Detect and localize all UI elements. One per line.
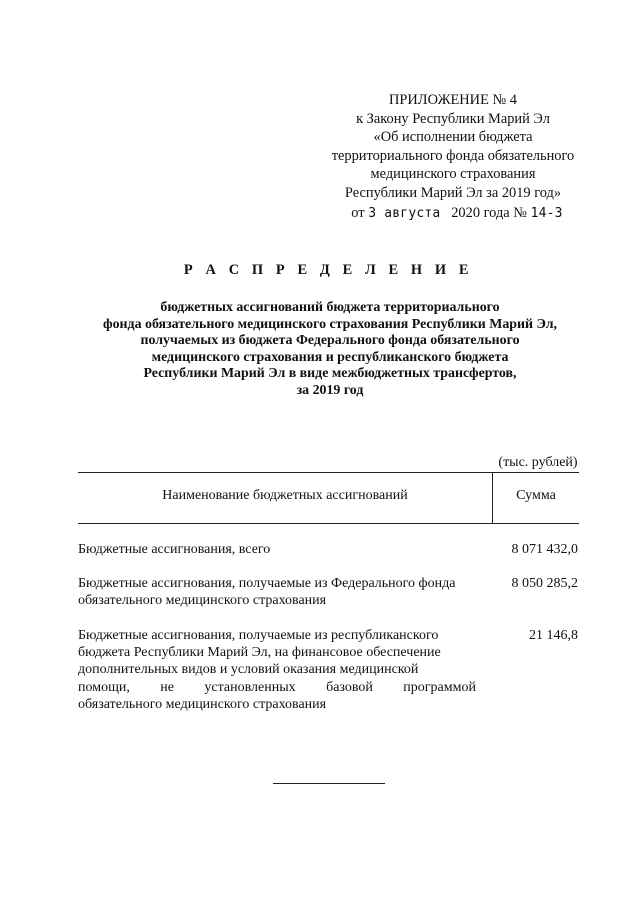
appendix-number: ПРИЛОЖЕНИЕ № 4 (389, 92, 517, 108)
date-day-month: 3 августа (368, 205, 441, 221)
table-header-bottom-rule (78, 523, 579, 524)
justified-word: установленных (204, 679, 296, 695)
document-subtitle (60, 300, 600, 400)
appendix-line-3: территориального фонда обязательного (331, 147, 575, 164)
table-row-name (78, 627, 476, 713)
table-row-value: 21 146,8 (529, 628, 578, 643)
row-3-name-line-2: бюджета Республики Марий Эл, на финансовое обеспечение (78, 645, 441, 661)
appendix-date-line (318, 204, 588, 224)
justified-word: не (160, 679, 174, 695)
table-top-rule (78, 472, 579, 473)
date-prefix: от (351, 204, 365, 221)
table-row-value: 8 050 285,2 (511, 576, 578, 591)
closing-rule (273, 783, 385, 784)
units-label: (тыс. рублей) (498, 455, 578, 470)
appendix-line-2: «Об исполнении бюджета (373, 129, 533, 146)
row-2-name-line-1: Бюджетные ассигнования, получаемые из Федерального фонда (78, 576, 456, 591)
subtitle-line-2: фонда обязательного медицинского страхования Республики Марий Эл, (103, 316, 557, 332)
row-3-name-line-5: обязательного медицинского страхования (78, 696, 327, 712)
justified-word: программой (403, 679, 476, 695)
row-3-name-line-1: Бюджетные ассигнования, получаемые из республиканского (78, 628, 439, 643)
table-row-value: 8 071 432,0 (511, 542, 578, 557)
appendix-header (318, 91, 588, 223)
subtitle-line-1: бюджетных ассигнований бюджета территориального (160, 300, 500, 315)
subtitle-line-4: медицинского страхования и республиканского бюджета (151, 349, 509, 365)
appendix-line-1: к Закону Республики Марий Эл (356, 110, 550, 127)
appendix-line-5: Республики Марий Эл за 2019 год» (344, 184, 562, 201)
document-title: Р А С П Р Е Д Е Л Е Н И Е (183, 262, 474, 278)
row-3-name-line-3: дополнительных видов и условий оказания медицинской (78, 662, 419, 678)
justified-word: базовой (326, 679, 373, 695)
table-row-name (78, 541, 476, 558)
justified-word: помощи, (78, 679, 130, 695)
subtitle-line-6: за 2019 год (296, 382, 364, 398)
row-2-name-line-2: обязательного медицинского страхования (78, 593, 327, 609)
table-row-name (78, 575, 490, 609)
law-number: 14-З (530, 205, 563, 221)
subtitle-line-3: получаемых из бюджета Федерального фонда обязательного (140, 333, 520, 349)
appendix-line-4: медицинского страхования (370, 166, 536, 183)
row-1-name-line-1: Бюджетные ассигнования, всего (78, 542, 271, 557)
date-year: 2020 года № (451, 204, 527, 221)
table-header-sum: Сумма (516, 488, 556, 503)
table-header-name: Наименование бюджетных ассигнований (162, 488, 408, 503)
subtitle-line-5: Республики Марий Эл в виде межбюджетных трансфертов, (143, 366, 517, 382)
row-3-name-line-4-justified (78, 679, 476, 696)
